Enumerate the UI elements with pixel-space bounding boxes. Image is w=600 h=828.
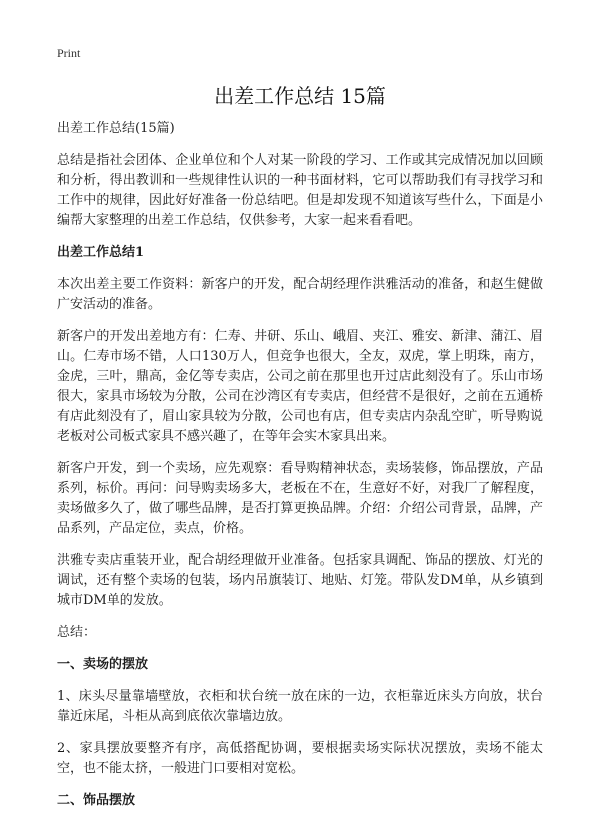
list-item-2: 2、家具摆放要整齐有序，高低搭配协调，要根据卖场实际状况摆放，卖场不能太空，也不能太挤，一般进门口要相对宽松。 [57,741,543,776]
document-title: 出差工作总结 15篇 [214,84,386,108]
heading-store-layout: 一、卖场的摆放 [57,657,149,672]
paragraph-new-clients: 新客户的开发出差地方有：仁寿、井研、乐山、峨眉、夹江、雅安、新津、蒲江、眉山。仁寿市场不错，人口130万人，但竞争也很大，全友，双虎，掌上明珠，南方，金虎，三叶，鼎高，金亿等专卖店，公司之前在那里也开过店此刻没有了。乐山市场很大，家具市场较为分散，公司在沙湾区有专卖店，但经营不是很好，之前在五通桥有店此刻没有了，眉山家具较为分散，公司也有店，但专卖店内杂乱空旷，听导购说老板对公司板式家具不感兴趣了，在等年会实木家具出来。 [57,329,543,444]
summary-label: 总结： [57,625,97,640]
list-item-1: 1、床头尽量靠墙壁放，衣柜和状台统一放在床的一边，衣柜靠近床头方向放，状台靠近床尾，斗柜从高到底依次靠墙边放。 [57,689,543,724]
heading-decor-placement: 二、饰品摆放 [57,793,136,808]
paragraph-hongya-store: 洪雅专卖店重装开业，配合胡经理做开业准备。包括家具调配、饰品的摆放、灯光的调试，还有整个卖场的包装，场内吊旗装订、地贴、灯笼。带队发DM单，从乡镇到城市DM单的发放。 [57,553,543,608]
paragraph-client-development: 新客户开发，到一个卖场，应先观察：看导购精神状态，卖场装修，饰品摆放，产品系列，标价。再问：问导购卖场多大，老板在不在，生意好不好，对我厂了解程度，卖场做多久了，做了哪些品牌，是否打算更换品牌。介绍：介绍公司背景，品牌，产品系列，产品定位，卖点，价格。 [57,461,543,536]
section-heading-1: 出差工作总结1 [57,245,145,260]
intro-paragraph: 总结是指社会团体、企业单位和个人对某一阶段的学习、工作或其完成情况加以回顾和分析，得出教训和一些规律性认识的一种书面材料，它可以帮助我们有寻找学习和工作中的规律，因此好好准备一份总结吧。但是却发现不知道该写些什么，下面是小编帮大家整理的出差工作总结，仅供参考，大家一起来看看吧。 [57,153,543,228]
paragraph-work-content: 本次出差主要工作资料：新客户的开发，配合胡经理作洪雅活动的准备，和赵生健做广安活动的准备。 [57,277,543,312]
document-body [57,119,543,823]
document-subtitle: 出差工作总结(15篇) [57,121,175,136]
print-label: Print [57,46,81,60]
